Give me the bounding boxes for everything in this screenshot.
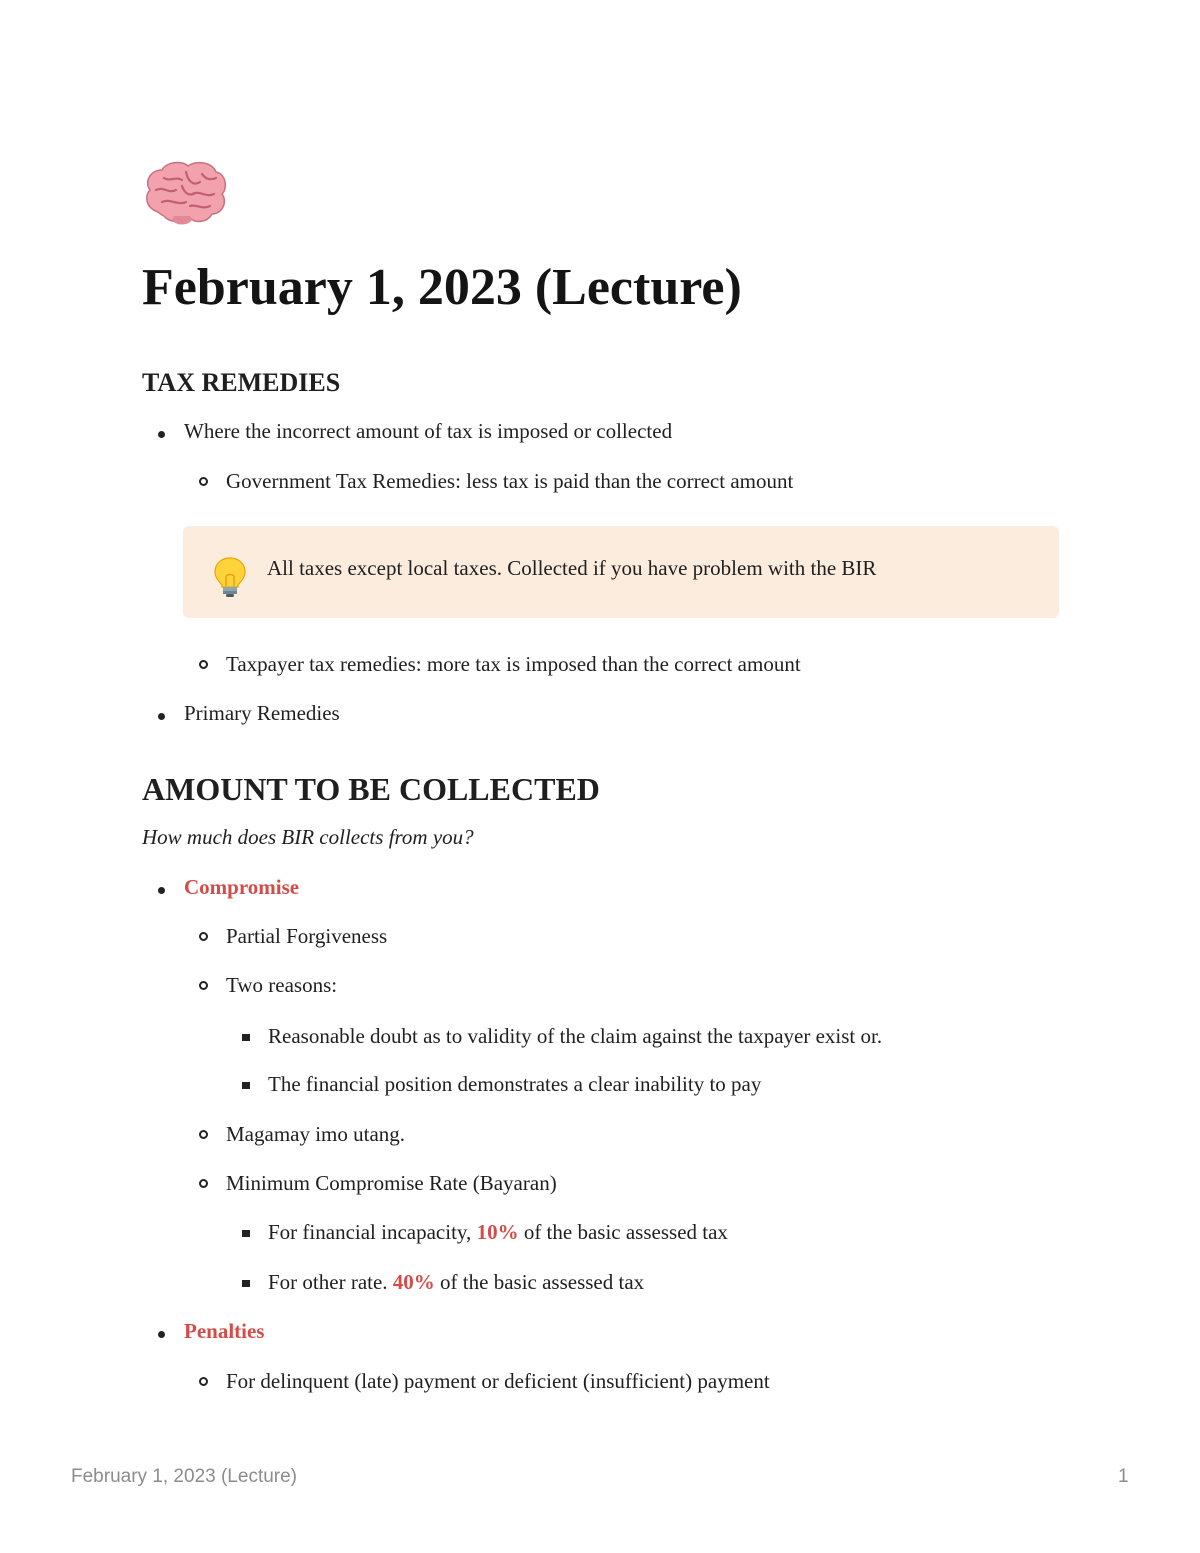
rate-percent: 10% <box>476 1220 519 1244</box>
bullet-dot <box>158 431 165 438</box>
page-title: February 1, 2023 (Lecture) <box>142 259 742 316</box>
list-item: Partial Forgiveness <box>226 924 388 948</box>
heading-amount-to-be-collected: AMOUNT TO BE COLLECTED <box>142 771 600 807</box>
callout-text: All taxes except local taxes. Collected if you have problem with the BIR <box>267 556 877 580</box>
bullet-circle <box>199 1130 208 1139</box>
rate-text: For financial incapacity, <box>268 1220 477 1244</box>
rate-percent: 40% <box>392 1270 435 1294</box>
list-item <box>268 1217 728 1247</box>
bullet-square <box>242 1280 250 1287</box>
rate-text: of the basic assessed tax <box>518 1220 728 1244</box>
list-item-penalties: Penalties <box>184 1319 265 1343</box>
bullet-dot <box>158 1331 165 1338</box>
section-subtitle: How much does BIR collects from you? <box>142 825 474 849</box>
list-item: Primary Remedies <box>184 701 340 725</box>
list-item: Minimum Compromise Rate (Bayaran) <box>226 1171 557 1195</box>
page-number: 1 <box>1118 1466 1129 1487</box>
list-item: For delinquent (late) payment or deficient (insufficient) payment <box>226 1369 770 1393</box>
rate-text: of the basic assessed tax <box>434 1270 645 1294</box>
list-item-compromise: Compromise <box>184 875 300 899</box>
bullet-circle <box>199 981 208 990</box>
callout <box>183 526 1059 618</box>
list-item: Where the incorrect amount of tax is imposed or collected <box>184 419 673 443</box>
footer-title: February 1, 2023 (Lecture) <box>71 1466 298 1487</box>
brain-icon <box>142 160 228 226</box>
bullet-circle <box>199 1179 208 1188</box>
lightbulb-icon <box>213 556 247 598</box>
heading-tax-remedies: TAX REMEDIES <box>142 368 341 397</box>
list-item: Taxpayer tax remedies: more tax is imposed than the correct amount <box>226 652 801 676</box>
list-item <box>268 1267 644 1297</box>
list-item: Government Tax Remedies: less tax is paid than the correct amount <box>226 469 794 493</box>
list-item: Two reasons: <box>226 973 338 997</box>
bullet-circle <box>199 660 208 669</box>
bullet-circle <box>199 477 208 486</box>
bullet-circle <box>199 932 208 941</box>
list-item: The financial position demonstrates a clear inability to pay <box>268 1072 762 1096</box>
bullet-square <box>242 1034 250 1041</box>
list-item: Reasonable doubt as to validity of the claim against the taxpayer exist or. <box>268 1024 883 1048</box>
rate-text: For other rate. <box>268 1270 393 1294</box>
bullet-dot <box>158 713 165 720</box>
bullet-circle <box>199 1377 208 1386</box>
bullet-square <box>242 1082 250 1089</box>
bullet-dot <box>158 887 165 894</box>
list-item: Magamay imo utang. <box>226 1122 406 1146</box>
bullet-square <box>242 1230 250 1237</box>
